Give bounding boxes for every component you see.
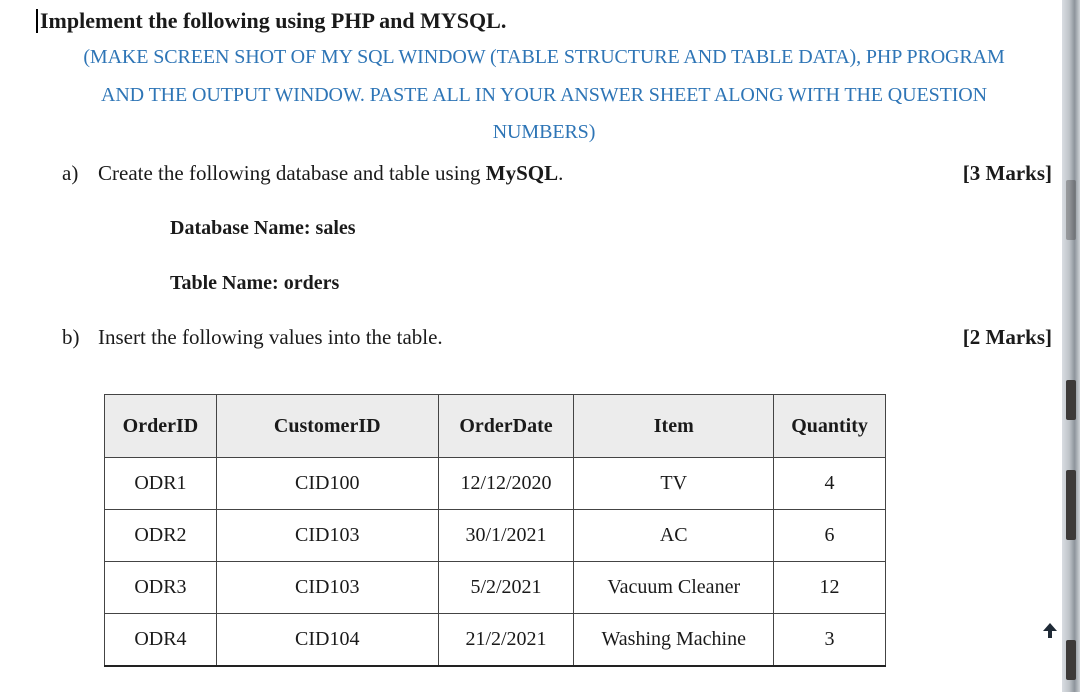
table-cell: CID104 <box>216 614 438 667</box>
column-header: Item <box>574 395 774 458</box>
table-row <box>105 458 886 510</box>
column-header: OrderID <box>105 395 217 458</box>
text-cursor <box>36 9 38 33</box>
arrow-up-icon[interactable] <box>1035 615 1065 645</box>
window-edge <box>1062 0 1080 692</box>
table-cell: ODR2 <box>105 510 217 562</box>
question-text <box>98 161 563 186</box>
question-text-suffix: . <box>558 161 564 185</box>
table-cell: CID103 <box>216 510 438 562</box>
table-cell: AC <box>574 510 774 562</box>
table-cell: Washing Machine <box>574 614 774 667</box>
table-name-value: orders <box>283 272 340 294</box>
database-name-label: Database Name: <box>170 217 311 239</box>
question-text-prefix: Create the following database and table using <box>98 161 486 185</box>
table-cell: 3 <box>774 614 886 667</box>
database-name-value: sales <box>315 217 356 239</box>
instruction-line: NUMBERS) <box>492 121 596 143</box>
instruction-line: AND THE OUTPUT WINDOW. PASTE ALL IN YOUR ANSWER SHEET ALONG WITH THE QUESTION <box>101 84 987 106</box>
table-cell: TV <box>574 458 774 510</box>
table-cell: 5/2/2021 <box>438 562 574 614</box>
table-cell: CID103 <box>216 562 438 614</box>
column-header: CustomerID <box>216 395 438 458</box>
instruction-line: (MAKE SCREEN SHOT OF MY SQL WINDOW (TABLE STRUCTURE AND TABLE DATA), PHP PROGRAM <box>83 46 1005 68</box>
table-header-row <box>105 395 886 458</box>
table-cell: 12 <box>774 562 886 614</box>
table-cell: ODR1 <box>105 458 217 510</box>
table-row <box>105 614 886 667</box>
table-name-line <box>170 272 339 295</box>
table-row <box>105 510 886 562</box>
marks-label: [3 Marks] <box>962 161 1052 185</box>
page-title: Implement the following using PHP and MYSQL. <box>40 8 507 33</box>
table-cell: Vacuum Cleaner <box>574 562 774 614</box>
question-letter: b) <box>62 325 80 349</box>
table-cell: ODR4 <box>105 614 217 667</box>
table-name-label: Table Name: <box>170 272 279 294</box>
marks-label: [2 Marks] <box>962 325 1052 349</box>
column-header: Quantity <box>774 395 886 458</box>
column-header: OrderDate <box>438 395 574 458</box>
table-cell: 6 <box>774 510 886 562</box>
table-row <box>105 562 886 614</box>
table-cell: CID100 <box>216 458 438 510</box>
table-cell: ODR3 <box>105 562 217 614</box>
table-cell: 21/2/2021 <box>438 614 574 667</box>
question-letter: a) <box>62 161 79 185</box>
question-text-bold: MySQL <box>485 161 559 185</box>
table-cell: 30/1/2021 <box>438 510 574 562</box>
table-cell: 12/12/2020 <box>438 458 574 510</box>
orders-table <box>104 394 886 667</box>
question-text: Insert the following values into the table. <box>98 325 443 349</box>
table-cell: 4 <box>774 458 886 510</box>
database-name-line <box>170 217 356 240</box>
